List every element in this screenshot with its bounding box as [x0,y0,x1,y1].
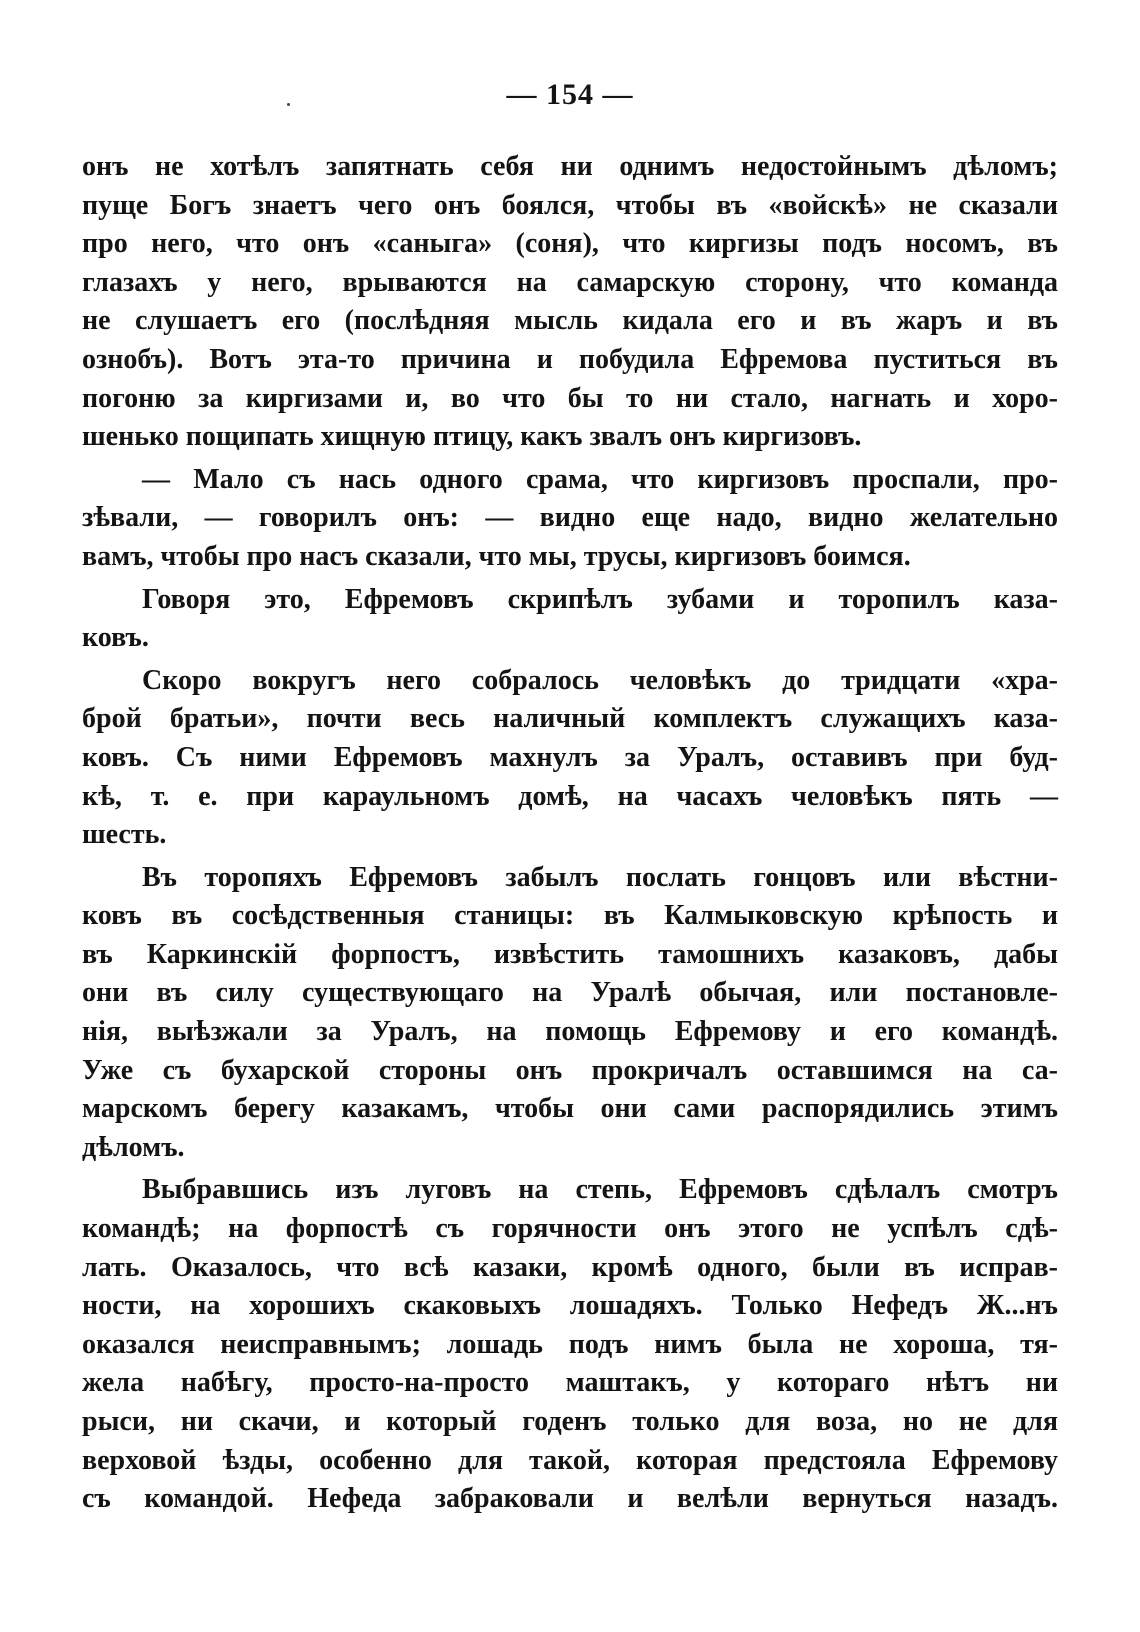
paragraph-3 [82,581,1058,658]
text-line: ознобъ). Вотъ эта-то причина и побудила Ефремова пуститься въ [82,343,1058,375]
text-body [82,148,1058,1519]
text-line: онъ не хотѣлъ запятнать себя ни однимъ недостойнымъ дѣломъ; [82,151,1058,182]
text-line: вамъ, чтобы про насъ сказали, что мы, трусы, киргизовъ боимся. [82,540,911,572]
text-line: шесть. [82,819,167,851]
text-line: жела набѣгу, просто-на-просто маштакъ, у котораго нѣтъ ни [82,1367,1058,1399]
text-line: пуще Богъ знаетъ чего онъ боялся, чтобы въ «войскѣ» не сказали [82,189,1058,221]
text-line: ковъ. Съ ними Ефремовъ махнулъ за Уралъ, оставивъ при буд- [82,741,1058,773]
text-line: въ Каркинскій форпостъ, извѣстить тамошнихъ казаковъ, дабы [82,938,1058,970]
text-line: съ командой. Нефеда забраковали и велѣли вернуться назадъ. [82,1483,1058,1515]
paragraph-6 [82,1171,1058,1518]
text-line: командѣ; на форпостѣ съ горячности онъ этого не успѣлъ сдѣ- [82,1213,1058,1245]
text-line: не слушаетъ его (послѣдняя мысль кидала его и въ жаръ и въ [82,305,1058,337]
text-line: Въ торопяхъ Ефремовъ забылъ послать гонцовъ или вѣстни- [142,861,1058,893]
text-line: про него, что онъ «саныга» (соня), что киргизы подъ носомъ, въ [82,228,1058,260]
text-line: ности, на хорошихъ скаковыхъ лошадяхъ. Только Нефедъ Ж...нъ [82,1290,1058,1322]
text-line: Уже съ бухарской стороны онъ прокричалъ оставшимся на са- [82,1054,1058,1086]
paragraph-5 [82,859,1058,1168]
text-line: зѣвали, — говорилъ онъ: — видно еще надо, видно желательно [82,502,1058,534]
text-line: дѣломъ. [82,1131,185,1163]
page-number: — 154 — [506,78,634,111]
text-line: нія, выѣзжали за Уралъ, на помощь Ефремову и его командѣ. [82,1016,1058,1048]
text-line: они въ силу существующаго на Уралѣ обычая, или постановле- [82,977,1058,1009]
text-line: Говоря это, Ефремовъ скрипѣлъ зубами и торопилъ каза- [142,583,1058,615]
text-line: глазахъ у него, врываются на самарскую сторону, что команда [82,266,1058,298]
text-line: ковъ въ сосѣдственныя станицы: въ Калмыковскую крѣпость и [82,900,1058,932]
text-line: шенько пощипать хищную птицу, какъ звалъ онъ киргизовъ. [82,421,862,453]
paragraph-4 [82,662,1058,855]
paragraph-1 [82,148,1058,457]
text-line: верховой ѣзды, особенно для такой, которая предстояла Ефремову [82,1444,1058,1476]
text-line: марскомъ берегу казакамъ, чтобы они сами распорядились этимъ [82,1093,1058,1125]
text-line: ковъ. [82,622,149,654]
text-line: лать. Оказалось, что всѣ казаки, кромѣ одного, были въ исправ- [82,1251,1058,1283]
paragraph-2 [82,461,1058,577]
text-line: брой братьи», почти весь наличный комплектъ служащихъ каза- [82,703,1058,735]
text-line: рыси, ни скачи, и который годенъ только для воза, но не для [82,1406,1058,1437]
print-speck [287,103,290,106]
text-line: Скоро вокругъ него собралось человѣкъ до тридцати «хра- [142,664,1058,696]
text-line: Выбравшись изъ луговъ на степь, Ефремовъ сдѣлалъ смотръ [142,1174,1058,1206]
text-line: погоню за киргизами и, во что бы то ни стало, нагнать и хоро- [82,382,1058,414]
text-line: — Мало съ нась одного срама, что киргизовъ проспали, про- [142,463,1058,495]
text-line: оказался неисправнымъ; лошадь подъ нимъ была не хороша, тя- [82,1328,1058,1360]
text-line: кѣ, т. е. при караульномъ домѣ, на часахъ человѣкъ пять — [82,780,1058,812]
